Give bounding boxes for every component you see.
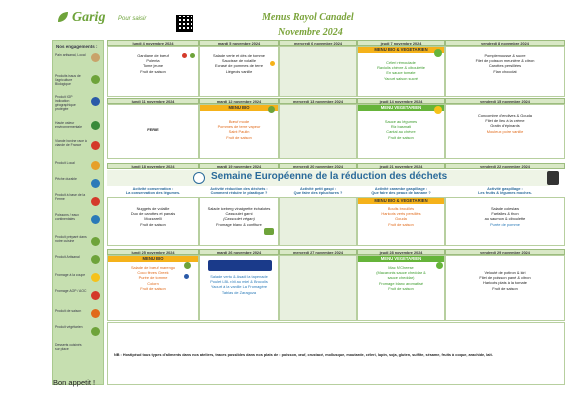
meal-cell <box>445 46 565 97</box>
allergen-footer <box>107 322 565 385</box>
bin-icon <box>547 171 559 185</box>
dish: (Cassoulet végan) <box>223 216 255 222</box>
meal-cell <box>107 197 199 246</box>
bio-label-icon <box>268 106 275 113</box>
header <box>0 0 575 40</box>
dish: Yaourt saison sucré <box>383 75 419 81</box>
page-title: Menus Rayol Canadel <box>262 12 354 23</box>
meal-cell <box>445 255 565 321</box>
sidebar-item: Produit Artisanal <box>55 255 80 259</box>
day-header: vendredi 8 novembre 2024 <box>445 40 565 46</box>
sidebar-item: Produit préparé dans notre cuisine <box>55 235 87 243</box>
dish: Céleri rémoulade <box>386 60 416 65</box>
day-header: mercredi 13 novembre 2024 <box>279 98 357 104</box>
meal-cell <box>357 197 445 246</box>
dish: Tablas de Zaragoza <box>221 289 257 295</box>
meal-cell <box>357 255 445 321</box>
brand-logo: Garig <box>72 10 106 25</box>
sidebar-item: Pain artisanal, Local <box>55 53 86 57</box>
dish: Sauce au légumes <box>384 119 418 124</box>
dish: Polenta <box>146 58 160 64</box>
day-header: mercredi 27 novembre 2024 <box>279 249 357 255</box>
dish: Salade coleslaw <box>490 206 520 211</box>
dish: En sauce tomate <box>386 70 416 76</box>
dish: Cassoulet garni <box>225 211 253 217</box>
vegetarian-icon <box>434 49 442 57</box>
homemade-icon <box>190 53 195 58</box>
dish: Mozzarelli <box>144 216 162 222</box>
sidebar-item: Fromage AOP / AOC <box>55 289 87 293</box>
closing-message: Bon appetit ! <box>53 378 96 387</box>
dish: Pommes de terre vapeur <box>217 124 261 130</box>
leaf-logo-icon <box>56 10 70 24</box>
seasonal-icon <box>91 309 100 318</box>
empty-day-cell <box>279 197 357 246</box>
dish: Filet de poisson pané & citron <box>479 275 531 281</box>
recycle-icon <box>193 172 205 184</box>
day-header: mardi 26 novembre 2024 <box>199 249 279 255</box>
cheese-cut-icon <box>91 273 100 282</box>
homemade-icon <box>91 237 100 246</box>
empty-day-cell <box>279 46 357 97</box>
dish: Filet de poisson meunière & citron <box>475 58 535 64</box>
day-header: mardi 19 novembre 2024 <box>199 163 279 169</box>
dish: Filet de lieu à la crème <box>485 118 525 124</box>
allergen-note: NB : Hostipéud tous types d'aliments dans nos ateliers, traces possibles dans nos plats de : poisson, œuf, crustacé, mollusque, moutarde, céleri, lupin, soja, gluten, sulfite, sésame, fruits à coque, arachide, lait. <box>114 353 493 357</box>
sidebar-item: Haute valeur environnementale <box>55 121 82 129</box>
day-header: vendredi 22 novembre 2024 <box>445 163 565 169</box>
igp-label-icon <box>184 274 189 279</box>
meal-cell <box>107 46 199 97</box>
dish: Fruit de saison <box>388 221 414 227</box>
dish: Gardiane de bœuf <box>137 53 169 58</box>
dish: Fruit de saison <box>140 68 166 74</box>
dish: Cantal au chèvre <box>386 129 416 135</box>
day-header: mercredi 20 novembre 2024 <box>279 163 357 169</box>
day-header: vendredi 29 novembre 2024 <box>445 249 565 255</box>
dish: Colorn <box>147 280 159 286</box>
dish: Mac N'Cheese <box>388 265 414 270</box>
dish: Purée de pomme <box>490 221 520 227</box>
dish: Saucisse de volaille <box>221 58 257 64</box>
menu-tag: MENU VEGETARIEN <box>358 256 444 262</box>
event-logo-icon <box>208 260 272 271</box>
farm-icon <box>91 197 100 206</box>
dish: Mouleux poire vanille <box>486 128 524 134</box>
meal-cell <box>357 46 445 97</box>
dish: Coco fèves Greek <box>137 270 169 276</box>
dish: Boulis brouillés <box>387 206 415 211</box>
local-product-icon <box>91 161 100 170</box>
dish: Fromage blanc & confiture <box>216 221 262 227</box>
dish: Fruit de saison <box>226 134 252 140</box>
dish: Salade de bœuf marengo <box>130 265 176 270</box>
day-header: jeudi 21 novembre 2024 <box>357 163 445 169</box>
dish: Flan chocolat <box>493 68 517 74</box>
activity-theme: Activité gaspillage : Les fruits & légumes moches. <box>478 187 532 196</box>
day-header: mardi 12 novembre 2024 <box>199 98 279 104</box>
dish: Fruit de saison <box>388 285 414 291</box>
meal-cell <box>107 255 199 321</box>
day-header: lundi 4 novembre 2024 <box>107 40 199 46</box>
meal-cell <box>199 46 279 97</box>
activity-theme: Activité conservation : La conservation des légumes. <box>125 187 181 196</box>
dish: Bœuf mode <box>228 119 250 124</box>
french-beef-icon <box>91 141 100 150</box>
meal-cell <box>357 104 445 159</box>
dish: Salade verte et dés de tomme <box>213 53 265 58</box>
engagements-sidebar <box>52 40 104 385</box>
vegetarian-icon <box>436 262 443 269</box>
dish: sauce cheddar) <box>387 275 415 281</box>
aop-label-icon <box>91 291 100 300</box>
banner-title: Semaine Européenne de la réduction des déchets <box>211 171 448 182</box>
day-header: lundi 18 novembre 2024 <box>107 163 199 169</box>
meal-cell <box>445 197 565 246</box>
dish: Liégeois vanille <box>225 68 253 74</box>
sidebar-item: Produits issus de l'agriculture Biologique <box>55 74 81 86</box>
dish: Haricots plats à la tomate <box>483 280 527 286</box>
dish: Velouté de potiron & kiri <box>484 270 526 275</box>
sidebar-item: Poissons / eaux continentales <box>55 213 79 221</box>
brand-tagline: Pour saisir <box>118 16 147 22</box>
menu-tag: MENU BIO & VEGETARIEN <box>358 47 444 53</box>
dish: (Macaronis sauce cheddar & <box>376 270 426 276</box>
dish: Pomplemousse & sucre <box>484 53 526 58</box>
bio-label-icon <box>91 75 100 84</box>
day-header: jeudi 7 novembre 2024 <box>357 40 445 46</box>
day-header: mardi 5 novembre 2024 <box>199 40 279 46</box>
dish: Carottes persillées <box>488 63 522 69</box>
qr-code-icon <box>176 15 193 32</box>
dish: Tome jeune <box>142 63 164 69</box>
french-beef-icon <box>182 53 187 58</box>
meal-cell <box>199 104 279 159</box>
meal-cell <box>445 104 565 159</box>
meal-cell <box>199 255 279 321</box>
menu-tag: MENU BIO <box>108 256 198 262</box>
day-header: jeudi 14 novembre 2024 <box>357 98 445 104</box>
dish: Yaourt à la vanille La Fromagère <box>210 284 268 290</box>
holiday-label: FERIE <box>147 127 159 132</box>
day-header: lundi 25 novembre 2024 <box>107 249 199 255</box>
dish: Purée de tomme <box>138 275 168 281</box>
dish: Gouda <box>395 216 407 222</box>
menu-tag: MENU VEGETARIEN <box>358 105 444 111</box>
dish: Fruit de saison <box>140 221 166 227</box>
hve-label-icon <box>91 121 100 130</box>
dish: au saumon & ciboulette <box>484 216 526 222</box>
vegetarian-icon <box>264 228 274 235</box>
sidebar-item: Fromage à la coupe <box>55 273 86 277</box>
dish: Riz basmati <box>390 124 412 130</box>
menu-tag: MENU BIO <box>200 105 278 111</box>
sidebar-item: Desserts cuisinés sur place <box>55 343 82 351</box>
bread-icon <box>91 53 100 62</box>
empty-day-cell <box>279 104 357 159</box>
sidebar-item: Pêche durable <box>55 177 77 181</box>
menu-tag: MENU BIO & VEGETARIEN <box>358 198 444 204</box>
dish: Haricots verts persillés <box>381 211 421 217</box>
dish: Fruit de saison <box>492 285 518 291</box>
dish: Duo de carottes et panais <box>130 211 176 217</box>
meal-cell <box>199 197 279 246</box>
dish: Ecrasé de pommes de terre <box>214 63 263 69</box>
activity-theme: Activité réduction des déchets : Comment réduire le plastique ? <box>210 187 268 196</box>
sidebar-item: Produit végétarien <box>55 325 83 329</box>
day-header: vendredi 15 novembre 2024 <box>445 98 565 104</box>
sidebar-item: Produit de saison <box>55 309 82 313</box>
sidebar-item: Produit à base de la Ferme <box>55 193 86 201</box>
vegetarian-icon <box>434 106 442 114</box>
special-week-banner <box>107 170 550 186</box>
dish: Raviolis chèvre & ciboulette <box>377 65 425 71</box>
activity-theme: Activité petit gaspi : Que faire des épluchures ? <box>293 187 343 196</box>
activity-theme: Activité carambe gaspillage : Que faire des peaux de banane ? <box>371 187 431 196</box>
fish-icon <box>91 179 100 188</box>
dish: Nuggets de volaille <box>136 206 170 211</box>
day-header: jeudi 28 novembre 2024 <box>357 249 445 255</box>
sidebar-item: Produit IGP indication géographique protégée <box>55 95 76 111</box>
dish: Farfalles & thon <box>491 211 519 217</box>
dish: Poulet LBL rôti au miel & Brocolis <box>210 279 268 285</box>
day-header: mercredi 6 novembre 2024 <box>279 40 357 46</box>
freshwater-fish-icon <box>91 215 100 224</box>
dish: Fromage blanc aromatisé <box>378 280 424 286</box>
label-icon <box>270 61 275 66</box>
dish: Fruit de saison <box>388 134 414 140</box>
dish: Saint Paulin <box>228 129 250 135</box>
dish: Fruit de saison <box>140 285 166 291</box>
page-subtitle: Novembre 2024 <box>278 27 343 38</box>
dish: Salade vertu & Asadi la tapenade <box>210 274 268 279</box>
dish: Concombre d'endives & Gouda <box>478 113 532 118</box>
sidebar-item: Produit Local <box>55 161 75 165</box>
artisanal-icon <box>91 255 100 264</box>
dish: Gratin d'épinards <box>490 123 520 129</box>
sidebar-item: Viande bovine race à viande de France <box>55 139 87 147</box>
bio-label-icon <box>184 262 191 269</box>
dish: Salade iceberg vinaigrette échalotes <box>207 206 271 211</box>
day-header: lundi 11 novembre 2024 <box>107 98 199 104</box>
sidebar-title: Nos engagements : <box>56 44 98 49</box>
empty-day-cell <box>279 255 357 321</box>
meal-cell <box>107 104 199 159</box>
vegetarian-icon <box>91 327 100 336</box>
igp-label-icon <box>91 97 100 106</box>
